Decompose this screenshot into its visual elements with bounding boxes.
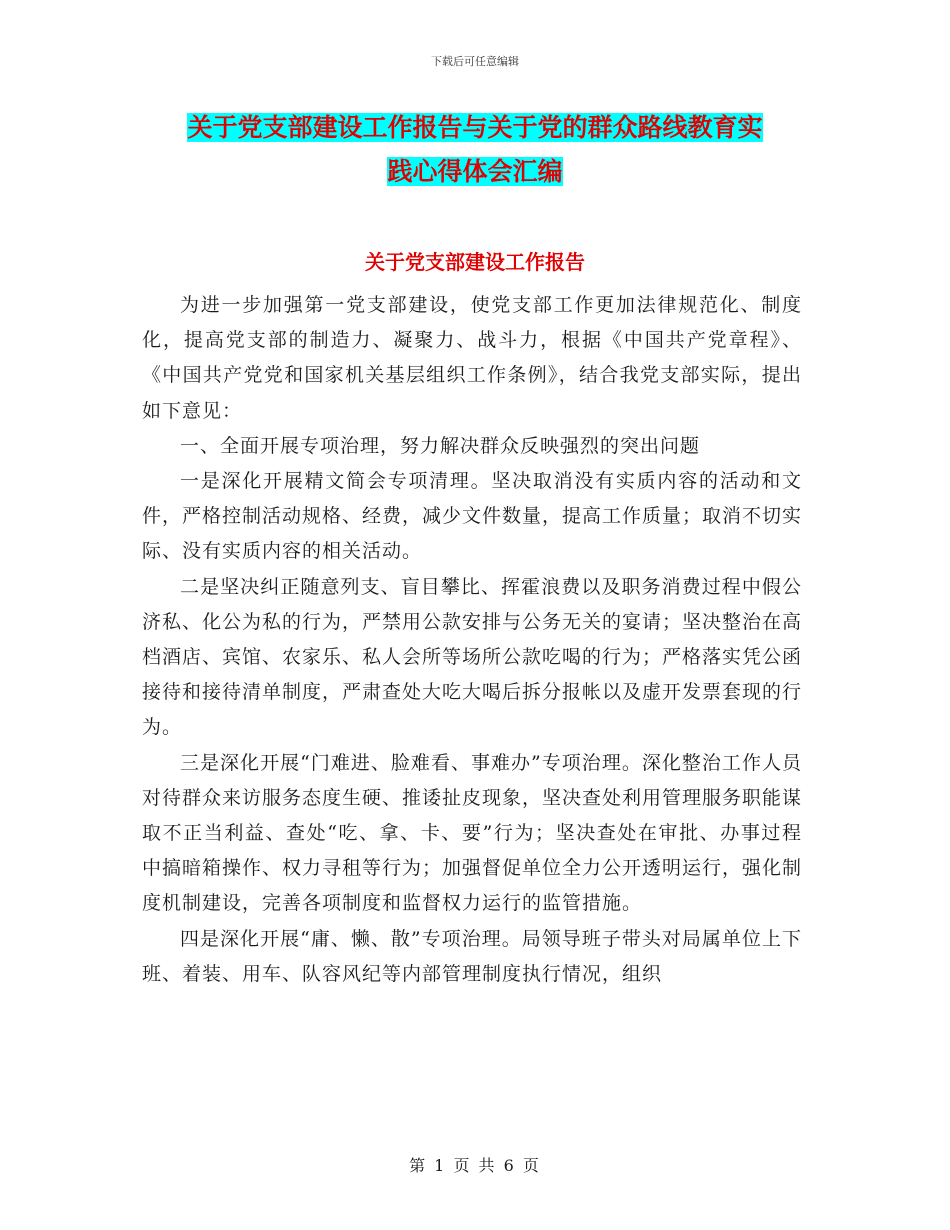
paragraph: 为进一步加强第一党支部建设，使党支部工作更加法律规范化、制度化，提高党支部的制造力、凝聚力、战斗力，根据《中国共产党章程》、《中国共产党党和国家机关基层组织工作条例》，结合我党支部实际，提出如下意见： [142, 294, 802, 422]
paragraph: 一、全面开展专项治理，努力解决群众反映强烈的突出问题 [180, 434, 701, 457]
paragraph: 四是深化开展“庸、懒、散”专项治理。局领导班子带头对局属单位上下班、着装、用车、队容风纪等内部管理制度执行情况，组织 [142, 927, 802, 985]
document-title [0, 106, 950, 194]
page-header: 下载后可任意编辑 [431, 55, 519, 68]
document-title-line-2: 践心得体会汇编 [387, 157, 563, 186]
paragraph: 二是坚决纠正随意列支、盲目攀比、挥霍浪费以及职务消费过程中假公济私、化公为私的行为，严禁用公款安排与公务无关的宴请；坚决整治在高档酒店、宾馆、农家乐、私人会所等场所公款吃喝的行为；严格落实凭公函接待和接待清单制度，严肃查处大吃大喝后拆分报帐以及虚开发票套现的行为。 [142, 575, 803, 739]
paragraph: 一是深化开展精文简会专项清理。坚决取消没有实质内容的活动和文件，严格控制活动规格、经费，减少文件数量，提高工作质量；取消不切实际、没有实质内容的相关活动。 [142, 470, 803, 563]
document-body [142, 288, 802, 992]
document-title-line-1: 关于党支部建设工作报告与关于党的群众路线教育实 [187, 113, 763, 142]
section-title: 关于党支部建设工作报告 [365, 250, 585, 274]
paragraph: 三是深化开展“门难进、脸难看、事难办”专项治理。深化整治工作人员对待群众来访服务态度生硬、推诿扯皮现象，坚决查处利用管理服务职能谋取不正当利益、查处“吃、拿、卡、要”行为；坚决查处在审批、办事过程中搞暗箱操作、权力寻租等行为；加强督促单位全力公开透明运行，强化制度机制建设，完善各项制度和监督权力运行的监管措施。 [142, 751, 803, 915]
page-footer: 第 1 页 共 6 页 [409, 1156, 541, 1175]
